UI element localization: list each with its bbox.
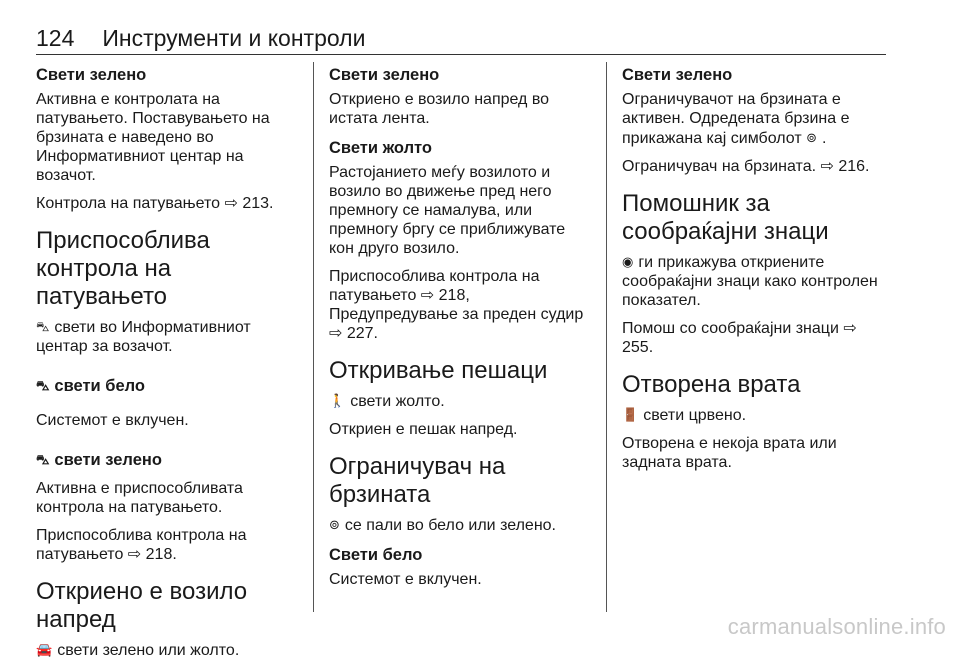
paragraph: 🚪 свети црвено. <box>622 407 747 424</box>
paragraph: ⊚ се пали во бело или зелено. <box>329 517 556 534</box>
paragraph: Системот е вклучен. <box>329 571 482 588</box>
paragraph: ◉ ги прикажува откриените сообраќајни знаци како контролен показател. <box>622 254 878 309</box>
pedestrian-icon: 🚶 <box>329 393 346 408</box>
section-title: Откривање пешаци <box>329 357 548 384</box>
column-divider <box>606 62 607 612</box>
reference: Приспособлива контрола на патувањето ⇨ 218, Предупредување за преден судир ⇨ 227. <box>329 268 584 342</box>
paragraph: Системот е вклучен. <box>36 412 189 429</box>
heading: ⛍ свети зелено <box>36 451 162 469</box>
reference: Ограничувач на брзината. ⇨ 216. <box>622 158 870 175</box>
column-divider <box>313 62 314 612</box>
door-open-icon: 🚪 <box>622 407 639 422</box>
watermark: carmanualsonline.info <box>727 614 946 639</box>
reference: Приспособлива контрола на патувањето ⇨ 218. <box>36 527 247 563</box>
adaptive-cruise-icon: ⛍ <box>36 378 50 393</box>
speed-limiter-icon: ⊚ <box>329 517 340 532</box>
column-3 <box>622 64 886 481</box>
section-title: Приспособлива контрола на патувањето <box>36 227 210 310</box>
section-title: Помошник за сообраќајни знаци <box>622 190 829 245</box>
column-1 <box>36 64 298 669</box>
paragraph: ⛍ свети во Информативниот центар за возачот. <box>36 319 251 355</box>
heading: Свети зелено <box>329 66 440 84</box>
paragraph: Откриен е пешак напред. <box>329 421 518 438</box>
paragraph: Откриено е возило напред во истата лента. <box>329 91 550 127</box>
paragraph: Растојанието меѓу возилото и возило во движење пред него премногу се намалува, или премногу бргу се приближувате кон друго возило. <box>329 164 566 257</box>
heading: Свети зелено <box>36 66 147 84</box>
page-title: Инструменти и контроли <box>102 25 366 51</box>
vehicle-ahead-icon: 🚘 <box>36 642 53 657</box>
page-header <box>36 22 886 55</box>
adaptive-cruise-icon: ⛍ <box>36 452 50 467</box>
heading: Свети бело <box>329 546 423 564</box>
section-title: Откриено е возило напред <box>36 578 248 633</box>
paragraph: Активна е приспособливата контрола на патувањето. <box>36 480 243 516</box>
paragraph: Отворена е некоја врата или задната врата. <box>622 435 837 471</box>
page-number: 124 <box>36 25 75 51</box>
reference: Контрола на патувањето ⇨ 213. <box>36 195 274 212</box>
heading: Свети жолто <box>329 139 432 157</box>
paragraph: 🚘 свети зелено или жолто. <box>36 642 240 659</box>
section-title: Отворена врата <box>622 371 801 398</box>
section-title: Ограничувач на брзината <box>329 453 506 508</box>
column-2 <box>329 64 591 598</box>
heading: ⛍ свети бело <box>36 377 145 395</box>
paragraph: 🚶 свети жолто. <box>329 393 445 410</box>
adaptive-cruise-icon: ⛍ <box>36 319 50 334</box>
reference: Помош со сообраќајни знаци ⇨ 255. <box>622 320 857 356</box>
heading: Свети зелено <box>622 66 733 84</box>
speed-limiter-icon: ⊚ <box>806 130 817 145</box>
paragraph: Активна е контролата на патувањето. Поставувањето на брзината е наведено во Информативниот центар на возачот. <box>36 91 270 184</box>
traffic-sign-icon: ◉ <box>622 254 634 269</box>
paragraph: Ограничувачот на брзината е активен. Одредената брзина е прикажана кај симболот ⊚ . <box>622 91 850 147</box>
